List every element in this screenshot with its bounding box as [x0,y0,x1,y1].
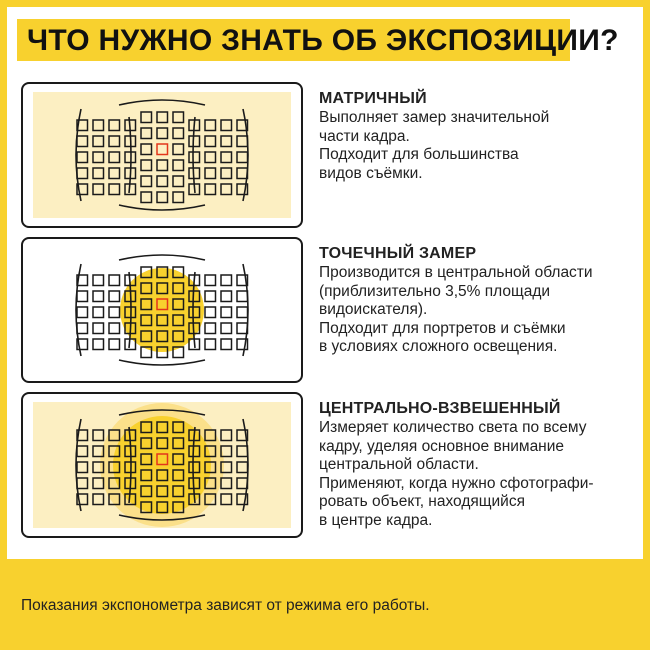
mode-text-line: Производится в центральной области [319,264,593,281]
mode-text-line: Подходит для большинства [319,146,519,163]
mode-text-line: Выполняет замер значительной [319,109,550,126]
mode-text-line: Измеряет количество света по всему [319,419,587,436]
mode-heading: ТОЧЕЧНЫЙ ЗАМЕР [319,245,477,262]
mode-text-line: видоискателя). [319,301,428,318]
center-weighted-metering-diagram [21,392,303,538]
spot-metering-diagram [21,237,303,383]
mode-text-line: Применяют, когда нужно сфотографи- [319,474,594,492]
page-title: ЧТО НУЖНО ЗНАТЬ ОБ ЭКСПОЗИЦИИ? [27,24,619,57]
title-banner [17,19,619,61]
mode-heading: МАТРИЧНЫЙ [319,90,427,107]
mode-text-line: части кадра. [319,127,410,145]
mode-spot [319,245,629,357]
mode-text-line: центральной области. [319,456,479,473]
mode-text-line: в центре кадра. [319,511,433,529]
mode-heading: ЦЕНТРАЛЬНО-ВЗВЕШЕННЫЙ [319,400,561,417]
mode-text-line: Подходит для портретов и съёмки [319,319,566,337]
footer-note: Показания экспонометра зависят от режима его работы. [21,597,430,614]
matrix-metering-diagram [21,82,303,228]
mode-center-weighted [319,400,629,530]
mode-text-line: видов съёмки. [319,164,423,182]
mode-text-line: (приблизительно 3,5% площади [319,282,551,300]
mode-text-line: в условиях сложного освещения. [319,338,558,355]
mode-matrix [319,90,629,183]
mode-text-line: кадру, уделяя основное внимание [319,437,565,455]
mode-text-line: ровать объект, находящийся [319,493,525,510]
